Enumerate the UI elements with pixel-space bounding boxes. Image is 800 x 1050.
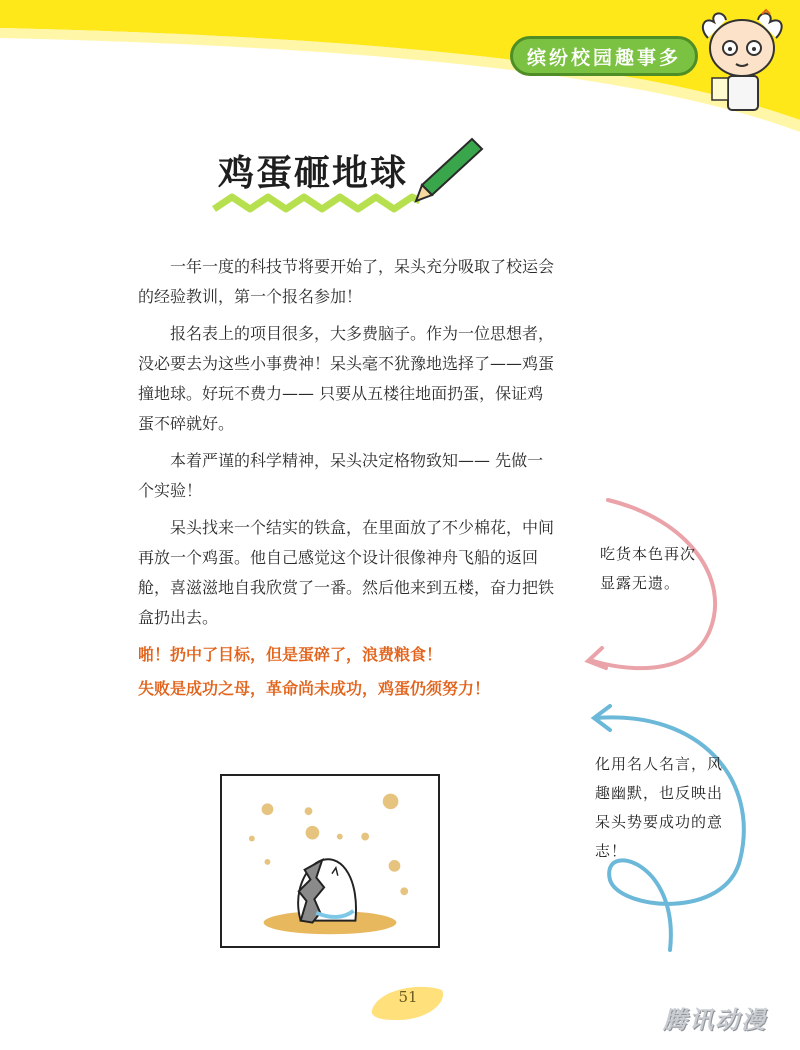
highlight-line: 啪！扔中了目标，但是蛋碎了，浪费粮食！ — [138, 645, 443, 664]
paragraph: 本着严谨的科学精神，呆头决定格物致知—— 先做一个实验！ — [138, 451, 544, 500]
section-tag — [510, 36, 698, 76]
page-title: 鸡蛋砸地球 — [218, 153, 409, 194]
page-number: 51 — [398, 988, 418, 1006]
paragraph: 一年一度的科技节将要开始了，呆头充分吸取了校运会的经验教训，第一个报名参加！ — [138, 257, 555, 306]
paragraph: 报名表上的项目很多，大多费脑子。作为一位思想者，没必要去为这些小事费神！呆头毫不犹豫地选择了——鸡蛋撞地球。好玩不费力—— 只要从五楼往地面扔蛋，保证鸡蛋不碎就好。 — [138, 324, 555, 433]
section-tag-label: 缤纷校园趣事多 — [526, 46, 681, 69]
watermark: 腾讯动漫 — [663, 1006, 767, 1034]
pencil-icon — [416, 139, 482, 201]
highlight-line: 失败是成功之母，革命尚未成功，鸡蛋仍须努力！ — [138, 679, 491, 698]
side-note-1: 吃货本色再次显露无遗。 — [600, 545, 697, 592]
page-number-block — [368, 980, 448, 1024]
mascot-illustration — [690, 8, 800, 118]
broken-egg-illustration — [220, 774, 440, 948]
paragraph: 呆头找来一个结实的铁盒，在里面放了不少棉花，中间再放一个鸡蛋。他自己感觉这个设计很像神舟飞船的返回舱，喜滋滋地自我欣赏了一番。然后他来到五楼，奋力把铁盒扔出去。 — [138, 518, 555, 627]
story-text — [138, 252, 558, 708]
title-block — [210, 135, 490, 225]
side-note-2: 化用名人名言，风趣幽默，也反映出呆头势要成功的意志！ — [595, 755, 724, 860]
